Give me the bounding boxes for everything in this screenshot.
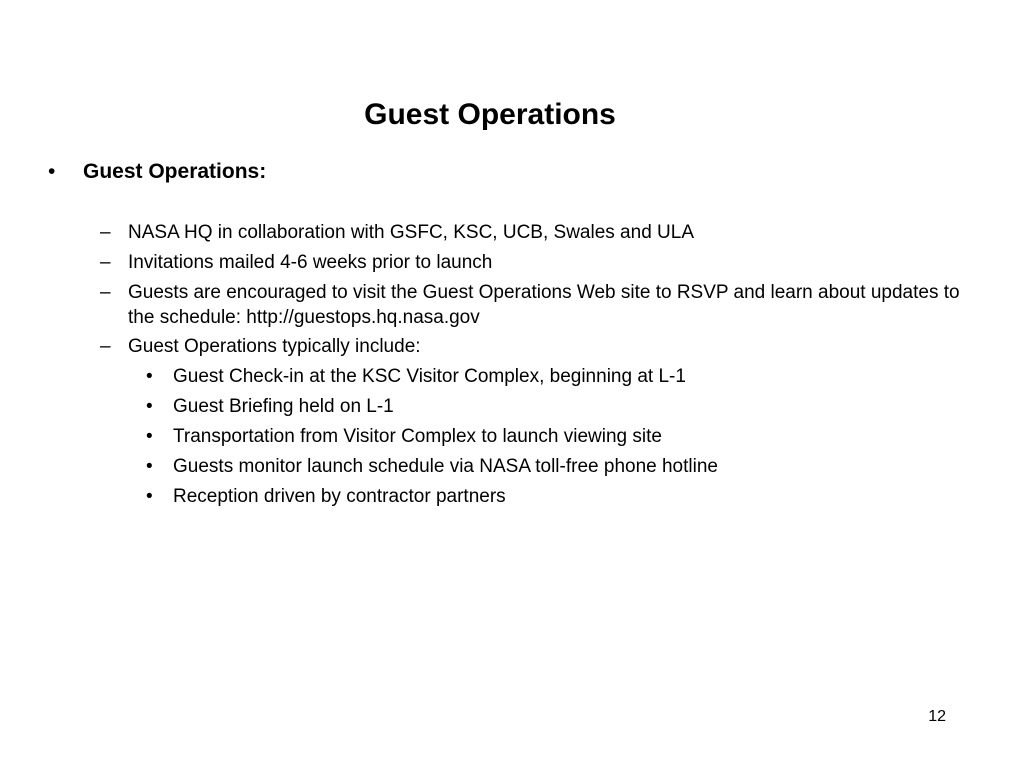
heading-bullet-text: Guest Operations:	[83, 160, 267, 183]
sub-sub-item-text: Reception driven by contractor partners	[173, 486, 506, 507]
dash-marker: –	[100, 222, 111, 243]
slide-title: Guest Operations	[364, 98, 616, 131]
dash-marker: –	[100, 252, 111, 273]
bullet-marker: •	[146, 456, 153, 477]
bullet-marker: •	[146, 486, 153, 507]
bullet-marker: •	[48, 160, 56, 183]
dash-marker: –	[100, 282, 111, 303]
bullet-marker: •	[146, 396, 153, 417]
page-number: 12	[928, 708, 946, 725]
sub-item-text: Guest Operations typically include:	[128, 336, 421, 357]
sub-item-text: NASA HQ in collaboration with GSFC, KSC, UCB, Swales and ULA	[128, 222, 695, 243]
dash-marker: –	[100, 336, 111, 357]
bullet-marker: •	[146, 366, 153, 387]
sub-sub-item-text: Guest Briefing held on L-1	[173, 396, 394, 417]
sub-sub-item-text: Guest Check-in at the KSC Visitor Complex, beginning at L-1	[173, 366, 686, 387]
sub-sub-item-text: Guests monitor launch schedule via NASA toll-free phone hotline	[173, 456, 718, 477]
sub-sub-item-text: Transportation from Visitor Complex to launch viewing site	[173, 426, 662, 447]
bullet-marker: •	[146, 426, 153, 447]
sub-item-text: Invitations mailed 4-6 weeks prior to launch	[128, 252, 493, 273]
sub-item-text: Guests are encouraged to visit the Guest Operations Web site to RSVP and learn about updates to the schedule: http://guestops.hq.nasa.gov	[128, 282, 960, 328]
